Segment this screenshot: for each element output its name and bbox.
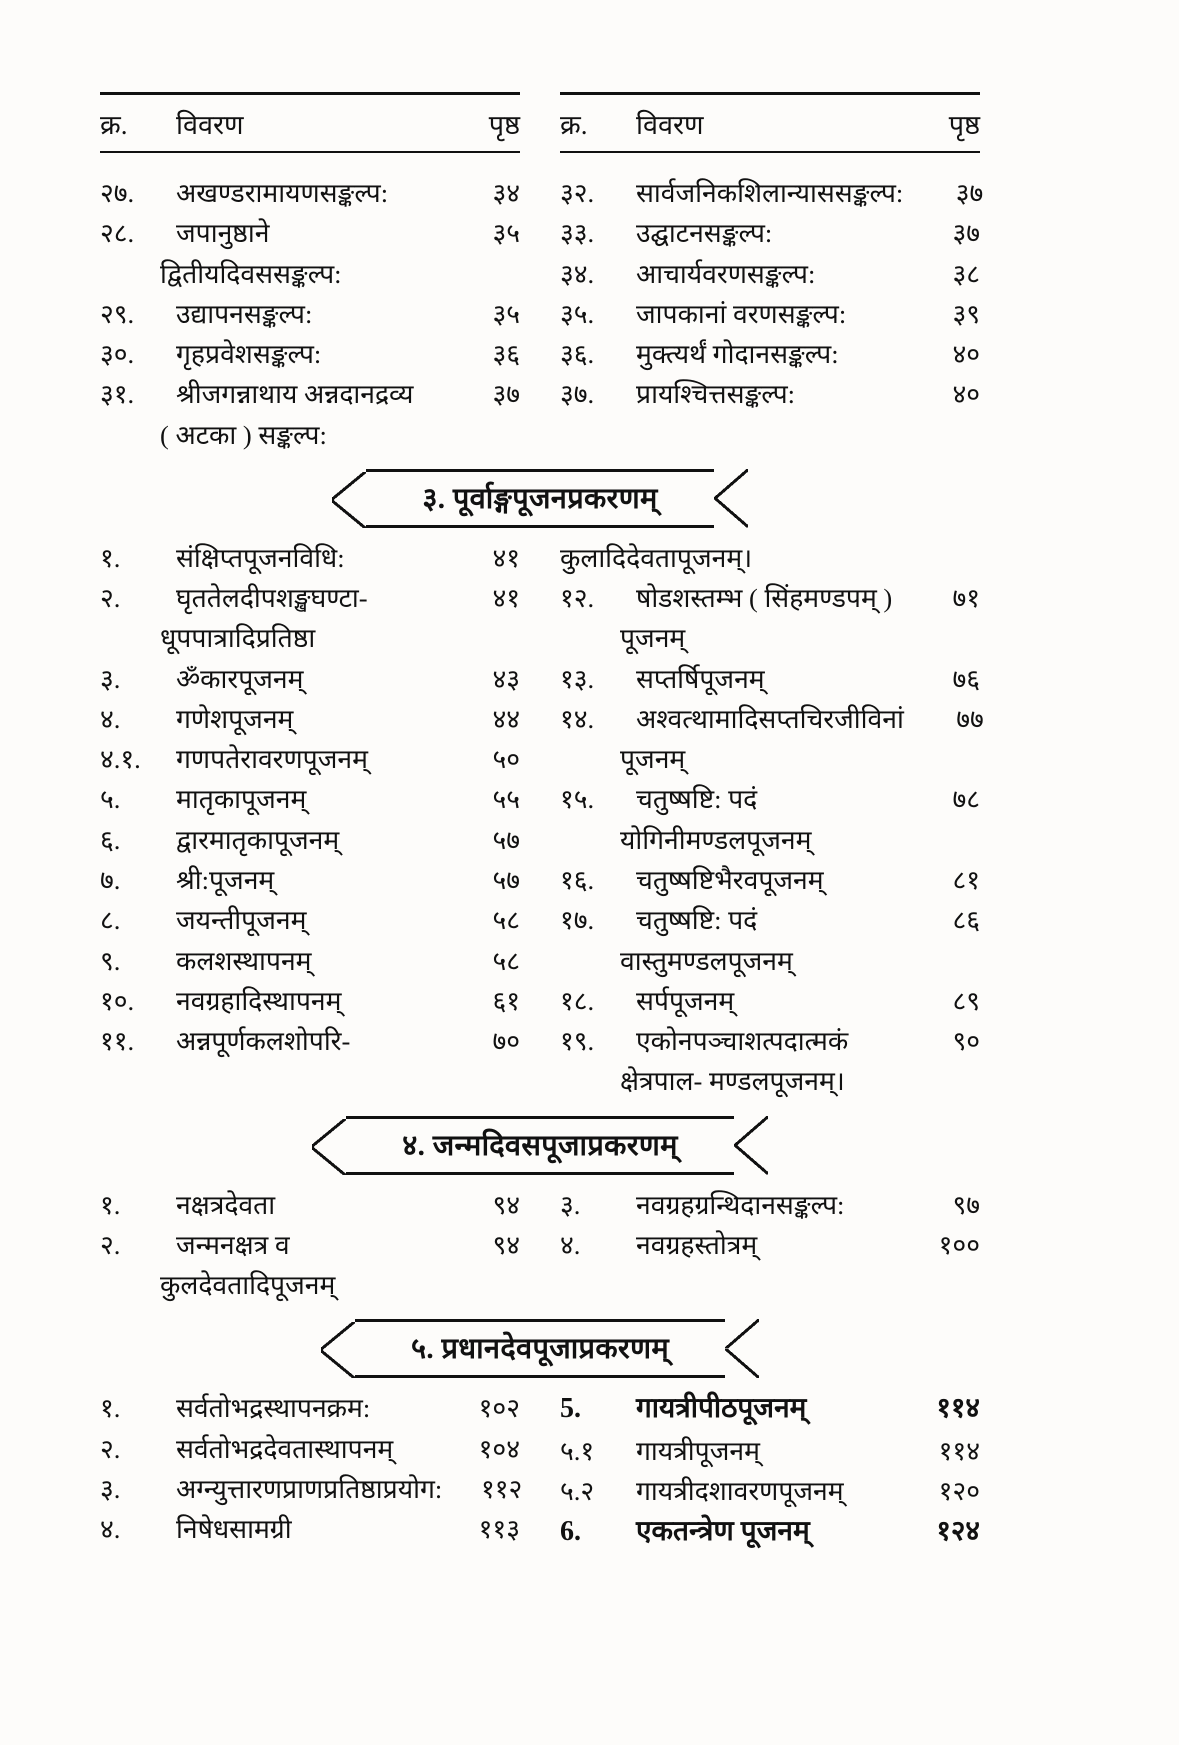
- toc-row-title: गायत्रीदशावरणपूजनम्: [636, 1476, 844, 1507]
- toc-row-title: उद्यापनसङ्कल्प:: [176, 298, 313, 329]
- toc-row-title: अखण्डरामायणसङ्कल्प:: [176, 178, 389, 208]
- toc-row-number: २.: [100, 1229, 121, 1260]
- toc-row-continuation: [560, 820, 980, 860]
- toc-row-number: १.: [100, 1189, 121, 1220]
- toc-row-page: ४१: [492, 542, 520, 573]
- toc-row-page: ३७: [952, 218, 980, 249]
- toc-row-number: २.: [100, 1433, 121, 1464]
- toc-row-page: ९७: [952, 1189, 980, 1220]
- section-banner-3: ३. पूर्वाङ्गपूजनप्रकरणम्: [366, 469, 713, 528]
- toc-row[interactable]: [560, 173, 984, 213]
- toc-row-page: ४०: [952, 339, 980, 370]
- toc-row[interactable]: [560, 981, 980, 1021]
- indent-spacer: [560, 941, 620, 981]
- toc-row-number: १४.: [560, 703, 595, 734]
- toc-row-title-cont: द्वितीयदिवससङ्कल्प:: [160, 258, 342, 289]
- section4-left-column: [100, 1185, 520, 1306]
- toc-row-page: ११२: [480, 1473, 523, 1504]
- table-header-left: [100, 92, 520, 153]
- header-num-right: क्र.: [560, 110, 588, 140]
- indent-spacer: [560, 1061, 620, 1101]
- toc-row-page: ३५: [492, 298, 520, 329]
- toc-row-page: ३७: [492, 379, 520, 410]
- toc-row-page: ४४: [492, 703, 520, 734]
- toc-row-number: ३२.: [560, 178, 595, 208]
- toc-row-title: षोडशस्तम्भ ( सिंहमण्डपम् ): [636, 583, 893, 614]
- toc-row[interactable]: [560, 1511, 980, 1554]
- toc-row[interactable]: [560, 213, 980, 253]
- toc-row-title: गणेशपूजनम्: [176, 703, 294, 734]
- toc-row[interactable]: [100, 820, 520, 860]
- toc-row-continuation: [560, 1061, 980, 1101]
- toc-row-page: ३६: [492, 339, 520, 370]
- toc-row-title: अग्न्युत्तारणप्राणप्रतिष्ठाप्रयोग:: [176, 1473, 443, 1504]
- toc-row-title: गृहप्रवेशसङ्कल्प:: [176, 339, 322, 370]
- header-row-right: [560, 95, 980, 151]
- indent-spacer: [560, 820, 620, 860]
- toc-row-page: ७०: [492, 1026, 520, 1057]
- toc-row-continuation: [100, 1265, 520, 1305]
- toc-row-page: ११३: [478, 1514, 520, 1545]
- toc-row-title: श्री:पूजनम्: [176, 864, 275, 895]
- toc-row-number: ४.: [100, 1514, 121, 1545]
- toc-row-page: ५५: [492, 784, 520, 815]
- toc-row-page: ८१: [952, 864, 980, 895]
- toc-row-page: १२०: [938, 1476, 980, 1507]
- toc-row-title-cont: वास्तुमण्डलपूजनम्: [620, 945, 793, 976]
- toc-row[interactable]: [560, 900, 980, 940]
- toc-row[interactable]: [100, 1185, 520, 1225]
- toc-row[interactable]: [100, 1225, 520, 1265]
- toc-row-page: ८९: [952, 985, 980, 1016]
- toc-row-title: चतुष्षष्टि: पदं: [636, 784, 758, 815]
- section-banner-5: ५. प्रधानदेवपूजाप्रकरणम्: [355, 1319, 725, 1378]
- toc-row[interactable]: [100, 900, 520, 940]
- section-banner-wrap-3: [100, 469, 980, 528]
- toc-row[interactable]: [560, 699, 984, 739]
- toc-row-title: सर्वतोभद्रदेवतास्थापनम्: [176, 1433, 394, 1464]
- toc-row-title: एकोनपञ्चाशत्पदात्मकं: [636, 1026, 849, 1057]
- toc-row[interactable]: [560, 860, 980, 900]
- toc-row[interactable]: [100, 1021, 520, 1061]
- toc-row[interactable]: [560, 1021, 980, 1061]
- toc-row-page: ७७: [956, 703, 984, 734]
- toc-row-number: ५.२: [560, 1476, 595, 1507]
- toc-row-page-cont: [446, 415, 520, 455]
- header-num-left: क्र.: [100, 110, 128, 140]
- toc-row-title: जन्मनक्षत्र व: [176, 1229, 290, 1260]
- toc-row-number: ३१.: [100, 379, 135, 410]
- toc-row-title: नवग्रहादिस्थापनम्: [176, 985, 342, 1016]
- table-header-block: [100, 92, 980, 153]
- section-banner-4: ४. जन्मदिवसपूजाप्रकरणम्: [346, 1116, 734, 1175]
- toc-row-title: नवग्रहस्तोत्रम्: [636, 1229, 758, 1260]
- toc-row-number: ३.: [100, 1473, 121, 1504]
- toc-row-number: ९.: [100, 945, 121, 976]
- toc-row[interactable]: [560, 374, 980, 414]
- toc-row[interactable]: [560, 1471, 980, 1511]
- table-header-right: [560, 92, 980, 153]
- indent-spacer: [560, 739, 620, 779]
- toc-row-page-cont: [906, 820, 980, 860]
- section3-left-column: [100, 538, 520, 1102]
- toc-row-title: निषेधसामग्री: [176, 1514, 292, 1545]
- toc-row-number: ७.: [100, 864, 121, 895]
- toc-row-page: ९०: [952, 1026, 980, 1057]
- header-row-left: [100, 95, 520, 151]
- toc-row-page: ९४: [492, 1189, 520, 1220]
- toc-row-page-cont: [906, 538, 980, 578]
- toc-row[interactable]: [560, 659, 980, 699]
- header-desc-left: विवरण: [176, 110, 244, 140]
- indent-spacer: [100, 1265, 160, 1305]
- toc-row-title: प्रायश्चित्तसङ्कल्प:: [636, 379, 796, 410]
- toc-row-page: ५८: [492, 945, 520, 976]
- toc-row-number: ३०.: [100, 339, 135, 370]
- toc-row-page: ५७: [492, 864, 520, 895]
- toc-row-number: २.: [100, 583, 121, 614]
- toc-row-page: ११४: [936, 1393, 980, 1425]
- toc-row-title: श्रीजगन्नाथाय अन्नदानद्रव्य: [176, 379, 414, 410]
- header-page-left: पृष्ठ: [488, 110, 520, 140]
- top-section-right-column: [560, 173, 984, 455]
- toc-row-page: ९४: [492, 1229, 520, 1260]
- toc-row-continuation: [100, 415, 520, 455]
- toc-row-title: उद्घाटनसङ्कल्प:: [636, 218, 773, 249]
- toc-row-title-cont: पूजनम्: [620, 744, 686, 775]
- toc-row-number: १७.: [560, 905, 595, 936]
- toc-row-continuation-lead: [560, 538, 980, 578]
- toc-row[interactable]: [560, 779, 980, 819]
- toc-row-number: १८.: [560, 985, 595, 1016]
- toc-row-page: ४०: [952, 379, 980, 410]
- toc-row[interactable]: [100, 1509, 520, 1549]
- toc-row-page-cont: [446, 1265, 520, 1305]
- toc-row-page: १०२: [478, 1393, 520, 1424]
- toc-row[interactable]: [100, 659, 520, 699]
- toc-row-number: १०.: [100, 985, 135, 1016]
- indent-spacer: [100, 254, 160, 294]
- toc-row-page: ५०: [492, 744, 520, 775]
- toc-row-title: आचार्यवरणसङ्कल्प:: [636, 258, 816, 289]
- section5-body: [100, 1388, 980, 1554]
- section3-body: [100, 538, 984, 1102]
- toc-row[interactable]: [100, 173, 520, 213]
- toc-row[interactable]: [560, 1185, 980, 1225]
- toc-row-page-cont: [446, 254, 520, 294]
- toc-row-title-cont: पूजनम्: [620, 623, 686, 654]
- toc-row-title: जापकानां वरणसङ्कल्प:: [636, 298, 847, 329]
- toc-row-number: १२.: [560, 583, 595, 614]
- toc-row-page: ३४: [492, 178, 520, 208]
- toc-row[interactable]: [560, 578, 980, 618]
- toc-row[interactable]: [100, 538, 520, 578]
- toc-row-number: ४.: [100, 703, 121, 734]
- toc-row[interactable]: [100, 1469, 523, 1509]
- header-desc-right: विवरण: [636, 110, 704, 140]
- toc-row-number: ३४.: [560, 258, 595, 289]
- toc-row-page: ४१: [492, 583, 520, 614]
- toc-row-title-cont: योगिनीमण्डलपूजनम्: [620, 824, 812, 855]
- toc-row-title: नक्षत्रदेवता: [176, 1189, 276, 1220]
- toc-row-page: ५८: [492, 905, 520, 936]
- toc-row-title: चतुष्षष्टिभैरवपूजनम्: [636, 864, 824, 895]
- toc-row-number: ३३.: [560, 218, 595, 249]
- toc-row-page: ६१: [492, 985, 520, 1016]
- toc-row-number: १.: [100, 542, 121, 573]
- toc-row[interactable]: [100, 1388, 520, 1428]
- toc-row-title: एकतन्त्रेण पूजनम्: [636, 1516, 810, 1548]
- toc-row[interactable]: [100, 294, 520, 334]
- toc-row-title: द्वारमातृकापूजनम्: [176, 824, 340, 855]
- toc-row[interactable]: [560, 1388, 980, 1431]
- toc-row[interactable]: [560, 254, 980, 294]
- toc-row-title: गायत्रीपूजनम्: [636, 1435, 760, 1466]
- toc-row-title: मातृकापूजनम्: [176, 784, 307, 815]
- toc-row-title: चतुष्षष्टि: पदं: [636, 905, 758, 936]
- toc-row-title: सर्पपूजनम्: [636, 985, 735, 1016]
- toc-row-title-cont: कुलादिदेवतापूजनम्।: [560, 542, 753, 573]
- section3-right-column: [560, 538, 984, 1102]
- toc-row-continuation: [560, 941, 980, 981]
- toc-row-number: १३.: [560, 663, 595, 694]
- toc-row-number: ८.: [100, 905, 121, 936]
- toc-row-title: घृततेलदीपशङ्खघण्टा-: [176, 583, 368, 614]
- toc-row[interactable]: [100, 941, 520, 981]
- toc-row-number: ५.१: [560, 1435, 595, 1466]
- toc-row-title: जयन्तीपूजनम्: [176, 905, 307, 936]
- toc-row-title-cont: धूपपात्रादिप्रतिष्ठा: [160, 623, 316, 654]
- toc-row-page-cont: [446, 618, 520, 658]
- toc-row-title: ॐकारपूजनम्: [176, 663, 304, 694]
- indent-spacer: [560, 618, 620, 658]
- toc-row-number: ४.१.: [100, 744, 141, 775]
- toc-row-page: ७८: [952, 784, 980, 815]
- toc-row[interactable]: [100, 779, 520, 819]
- section5-left-column: [100, 1388, 523, 1554]
- toc-row-page-cont: [906, 618, 980, 658]
- toc-row-number: २९.: [100, 298, 135, 329]
- toc-row-number: ३५.: [560, 298, 595, 329]
- toc-row[interactable]: [100, 1429, 520, 1469]
- toc-row-number: ३.: [560, 1189, 581, 1220]
- toc-row[interactable]: [100, 860, 520, 900]
- toc-row-page: १००: [938, 1229, 980, 1260]
- toc-row-number: ३.: [100, 663, 121, 694]
- toc-row-page: ३५: [492, 218, 520, 249]
- toc-row-number: ३६.: [560, 339, 595, 370]
- toc-row-page-cont: [906, 1061, 980, 1101]
- section4-right-column: [560, 1185, 980, 1306]
- toc-row[interactable]: [100, 374, 520, 414]
- toc-row[interactable]: [100, 334, 520, 374]
- toc-row-number: १९.: [560, 1026, 595, 1057]
- toc-row-page-cont: [906, 739, 980, 779]
- toc-row-continuation: [560, 618, 980, 658]
- toc-row-page: १०४: [478, 1433, 520, 1464]
- toc-row-number: ५.: [100, 784, 121, 815]
- toc-row-page: ११४: [938, 1435, 980, 1466]
- toc-row-title-cont: ( अटका ) सङ्कल्प:: [160, 419, 327, 450]
- spacer: [100, 153, 980, 173]
- toc-row-page: १२४: [936, 1516, 980, 1548]
- toc-row-page: ८६: [952, 905, 980, 936]
- rule-bottom-right: [560, 151, 980, 153]
- toc-row-title: अन्नपूर्णकलशोपरि-: [176, 1026, 351, 1057]
- toc-row[interactable]: [100, 981, 520, 1021]
- top-section: [100, 173, 984, 455]
- toc-row-title: गायत्रीपीठपूजनम्: [636, 1393, 807, 1425]
- toc-row-title: जपानुष्ठाने: [176, 218, 270, 249]
- toc-row-title: मुक्त्यर्थं गोदानसङ्कल्प:: [636, 339, 839, 370]
- toc-row-number: 6.: [560, 1516, 581, 1548]
- toc-row[interactable]: [100, 699, 520, 739]
- header-page-right: पृष्ठ: [948, 110, 980, 140]
- toc-row-continuation: [100, 254, 520, 294]
- toc-row-number: १६.: [560, 864, 595, 895]
- toc-row-number: ११.: [100, 1026, 135, 1057]
- toc-row-number: २८.: [100, 218, 135, 249]
- toc-row[interactable]: [100, 578, 520, 618]
- toc-row-page: ७६: [952, 663, 980, 694]
- toc-row[interactable]: [560, 1431, 980, 1471]
- toc-row-page-cont: [906, 941, 980, 981]
- toc-row-page: ४३: [492, 663, 520, 694]
- toc-row[interactable]: [560, 334, 980, 374]
- toc-row[interactable]: [100, 213, 520, 253]
- toc-row-number: १५.: [560, 784, 595, 815]
- toc-row-title: सर्वतोभद्रस्थापनक्रम:: [176, 1393, 371, 1424]
- toc-row-continuation: [100, 618, 520, 658]
- toc-row-title-cont: क्षेत्रपाल- मण्डलपूजनम्।: [620, 1066, 845, 1097]
- toc-row-title: अश्वत्थामादिसप्तचिरजीविनां: [636, 703, 904, 734]
- toc-row-continuation: [560, 739, 980, 779]
- page-content: [100, 92, 984, 1554]
- section4-body: [100, 1185, 980, 1306]
- toc-row-number: ६.: [100, 824, 121, 855]
- indent-spacer: [100, 618, 160, 658]
- toc-row-title-cont: कुलदेवतादिपूजनम्: [160, 1270, 336, 1301]
- toc-row-page: ३८: [952, 258, 980, 289]
- section-banner-wrap-5: [100, 1319, 980, 1378]
- toc-row[interactable]: [560, 1225, 980, 1265]
- toc-row-number: 5.: [560, 1393, 581, 1425]
- toc-row-title: कलशस्थापनम्: [176, 945, 312, 976]
- toc-row-title: नवग्रहग्रन्थिदानसङ्कल्प:: [636, 1189, 845, 1220]
- section5-right-column: [560, 1388, 980, 1554]
- top-section-left-column: [100, 173, 520, 455]
- toc-row-number: १.: [100, 1393, 121, 1424]
- toc-row-number: ४.: [560, 1229, 581, 1260]
- toc-row-page: ३७: [955, 178, 984, 208]
- indent-spacer: [100, 415, 160, 455]
- toc-row-number: २७.: [100, 178, 135, 208]
- toc-row-number: ३७.: [560, 379, 595, 410]
- toc-row-page: ७१: [952, 583, 980, 614]
- toc-row[interactable]: [560, 294, 980, 334]
- toc-row-page: ३९: [952, 298, 980, 329]
- section-banner-wrap-4: [100, 1116, 980, 1175]
- toc-row[interactable]: [100, 739, 520, 779]
- toc-row-title: संक्षिप्तपूजनविधि:: [176, 542, 345, 573]
- toc-row-title: गणपतेरावरणपूजनम्: [176, 744, 368, 775]
- rule-bottom-left: [100, 151, 520, 153]
- toc-row-title: सार्वजनिकशिलान्याससङ्कल्प:: [636, 178, 904, 208]
- toc-row-page: ५७: [492, 824, 520, 855]
- toc-row-title: सप्तर्षिपूजनम्: [636, 663, 765, 694]
